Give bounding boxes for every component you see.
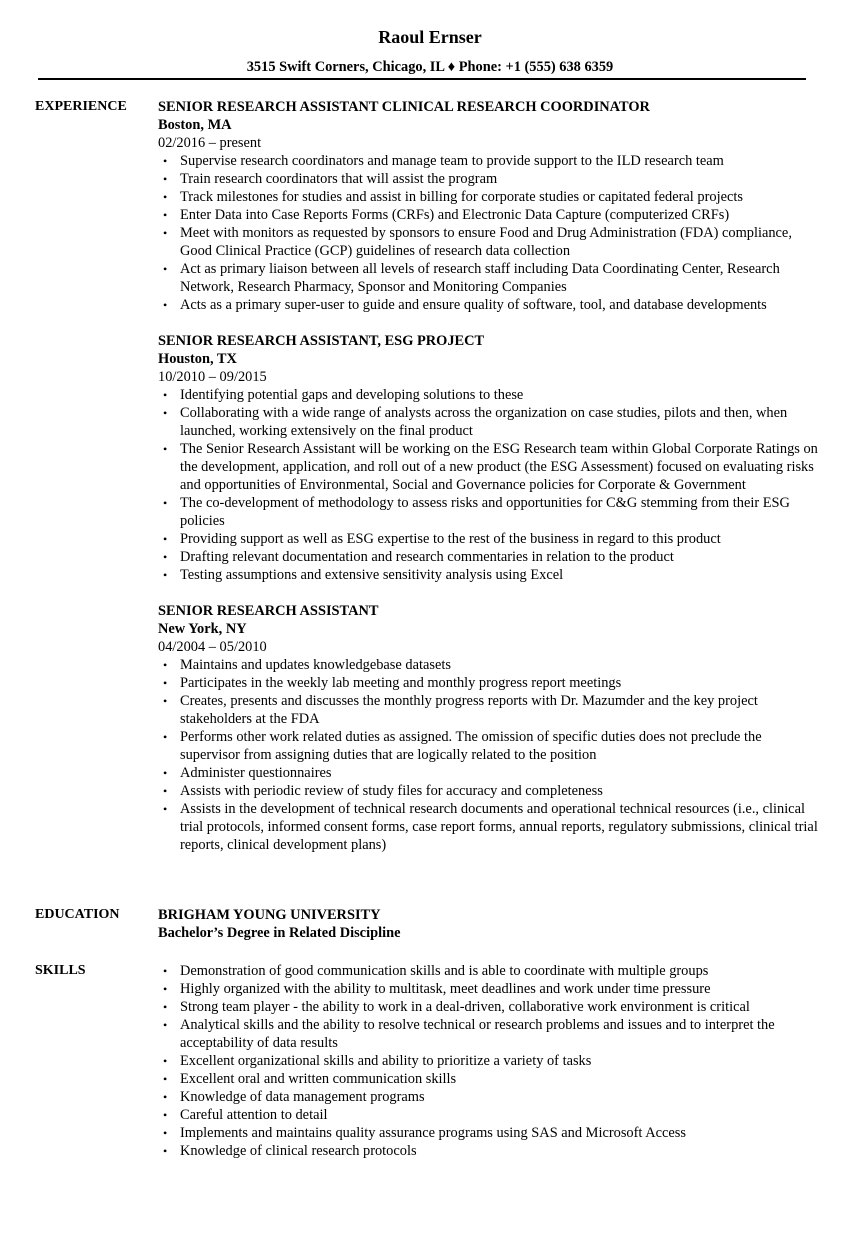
bullet-icon: • [163,1144,168,1158]
header-divider [38,78,806,80]
list-item [158,152,818,170]
list-item-text: The Senior Research Assistant will be working on the ESG Research team within Global Corporate Ratings on the development, application, and roll out of a new product (the ESG Assessment) focused on evaluating risks and opportunities of Environmental, Social and Governance policies for Corporate & Government [180,441,818,493]
list-item-text: Act as primary liaison between all levels of research staff including Data Coordinating Center, Research Network, Research Pharmacy, Sponsor and Monitoring Companies [180,261,780,295]
list-item-text: Testing assumptions and extensive sensitivity analysis using Excel [180,567,564,583]
section-title-experience: EXPERIENCE [35,99,127,114]
list-item-text: Knowledge of data management programs [180,1089,425,1105]
bullet-icon: • [163,550,168,564]
candidate-name: Raoul Ernser [378,27,482,47]
job-entry [158,98,818,314]
list-item-text: Assists with periodic review of study files for accuracy and completeness [180,783,603,799]
list-item [158,440,818,494]
bullet-icon: • [163,226,168,240]
bullet-icon: • [163,532,168,546]
list-item [158,170,818,188]
list-item [158,548,818,566]
bullet-icon: • [163,388,168,402]
bullet-icon: • [163,802,168,816]
list-item [158,188,818,206]
list-item [158,728,818,764]
list-item-text: Providing support as well as ESG expertise to the rest of the business in regard to this product [180,531,721,547]
list-item [158,998,818,1016]
list-item [158,1142,818,1160]
list-item [158,782,818,800]
job-title: SENIOR RESEARCH ASSISTANT CLINICAL RESEARCH COORDINATOR [158,99,650,115]
bullet-icon: • [163,784,168,798]
education-degree: Bachelor’s Degree in Related Discipline [158,925,401,941]
list-item [158,1016,818,1052]
list-item [158,494,818,530]
bullet-icon: • [163,1090,168,1104]
list-item [158,656,818,674]
list-item-text: Creates, presents and discusses the monthly progress reports with Dr. Mazumder and the key project stakeholders at the FDA [180,693,758,727]
bullet-icon: • [163,1054,168,1068]
list-item [158,674,818,692]
list-item [158,1088,818,1106]
contact-line: 3515 Swift Corners, Chicago, IL ♦ Phone: +1 (555) 638 6359 [246,59,614,75]
list-item [158,1052,818,1070]
bullet-icon: • [163,1000,168,1014]
list-item [158,1106,818,1124]
job-entry [158,332,818,584]
bullet-icon: • [163,496,168,510]
list-item-text: Performs other work related duties as assigned. The omission of specific duties does not preclude the supervisor from assigning duties that are logically related to the position [180,729,762,763]
list-item-text: Implements and maintains quality assurance programs using SAS and Microsoft Access [180,1125,686,1141]
list-item [158,980,818,998]
list-item [158,1124,818,1142]
section-title-education: EDUCATION [35,907,120,922]
bullet-icon: • [163,1108,168,1122]
bullet-icon: • [163,766,168,780]
list-item-text: Excellent oral and written communication skills [180,1071,457,1087]
job-duties-list [158,152,818,314]
bullet-icon: • [163,298,168,312]
list-item [158,1070,818,1088]
job-entry [158,602,818,854]
list-item-text: Enter Data into Case Reports Forms (CRFs) and Electronic Data Capture (computerized CRFs) [180,207,730,223]
list-item-text: Participates in the weekly lab meeting and monthly progress report meetings [180,675,622,691]
list-item-text: Collaborating with a wide range of analysts across the organization on case studies, pilots and then, when launched, working extensively on the final product [180,405,788,439]
list-item [158,224,818,260]
job-location: Houston, TX [158,351,237,367]
bullet-icon: • [163,964,168,978]
list-item [158,404,818,440]
list-item-text: Analytical skills and the ability to resolve technical or research problems and issues and to interpret the acceptability of data results [180,1017,775,1051]
bullet-icon: • [163,154,168,168]
list-item-text: Careful attention to detail [180,1107,328,1123]
experience-jobs [158,98,818,872]
job-dates: 04/2004 – 05/2010 [158,639,267,655]
list-item-text: Track milestones for studies and assist in billing for corporate studies or capitated federal projects [180,189,743,205]
list-item [158,296,818,314]
job-location: Boston, MA [158,117,232,133]
skills-list [158,962,818,1160]
list-item [158,692,818,728]
bullet-icon: • [163,658,168,672]
list-item-text: Meet with monitors as requested by sponsors to ensure Food and Drug Administration (FDA) compliance, Good Clinical Practice (GCP) guidelines of research data collection [180,225,792,259]
job-dates: 02/2016 – present [158,135,262,151]
list-item-text: Strong team player - the ability to work in a deal-driven, collaborative work environment is critical [180,999,750,1015]
list-item-text: Administer questionnaires [180,765,332,781]
section-title-skills: SKILLS [35,963,86,978]
job-duties-list [158,656,818,854]
list-item [158,566,818,584]
bullet-icon: • [163,190,168,204]
bullet-icon: • [163,172,168,186]
bullet-icon: • [163,982,168,996]
bullet-icon: • [163,406,168,420]
bullet-icon: • [163,442,168,456]
list-item-text: Knowledge of clinical research protocols [180,1143,417,1159]
list-item-text: Supervise research coordinators and manage team to provide support to the ILD research team [180,153,724,169]
list-item-text: Train research coordinators that will assist the program [180,171,498,187]
bullet-icon: • [163,262,168,276]
list-item-text: The co-development of methodology to assess risks and opportunities for C&G stemming from their ESG policies [180,495,790,529]
list-item [158,800,818,854]
list-item-text: Excellent organizational skills and ability to prioritize a variety of tasks [180,1053,592,1069]
bullet-icon: • [163,1072,168,1086]
job-title: SENIOR RESEARCH ASSISTANT, ESG PROJECT [158,333,485,349]
bullet-icon: • [163,1126,168,1140]
bullet-icon: • [163,1018,168,1032]
list-item [158,962,818,980]
bullet-icon: • [163,208,168,222]
list-item [158,206,818,224]
list-item-text: Identifying potential gaps and developing solutions to these [180,387,524,403]
list-item-text: Drafting relevant documentation and research commentaries in relation to the product [180,549,674,565]
list-item [158,764,818,782]
skills-body [158,962,818,1160]
bullet-icon: • [163,568,168,582]
list-item-text: Demonstration of good communication skills and is able to coordinate with multiple groups [180,963,709,979]
list-item-text: Maintains and updates knowledgebase datasets [180,657,451,673]
list-item-text: Highly organized with the ability to multitask, meet deadlines and work under time pressure [180,981,711,997]
bullet-icon: • [163,694,168,708]
bullet-icon: • [163,676,168,690]
list-item [158,530,818,548]
education-school: BRIGHAM YOUNG UNIVERSITY [158,907,381,923]
job-title: SENIOR RESEARCH ASSISTANT [158,603,379,619]
education-body [158,906,818,942]
list-item-text: Assists in the development of technical research documents and operational technical resources (i.e., clinical trial protocols, informed consent forms, case report forms, annual reports, regulatory submissions, clinical trial reports, clinical development plans) [180,801,818,853]
job-duties-list [158,386,818,584]
list-item-text: Acts as a primary super-user to guide and ensure quality of software, tool, and database developments [180,297,767,313]
job-dates: 10/2010 – 09/2015 [158,369,267,385]
list-item [158,260,818,296]
bullet-icon: • [163,730,168,744]
list-item [158,386,818,404]
job-location: New York, NY [158,621,247,637]
